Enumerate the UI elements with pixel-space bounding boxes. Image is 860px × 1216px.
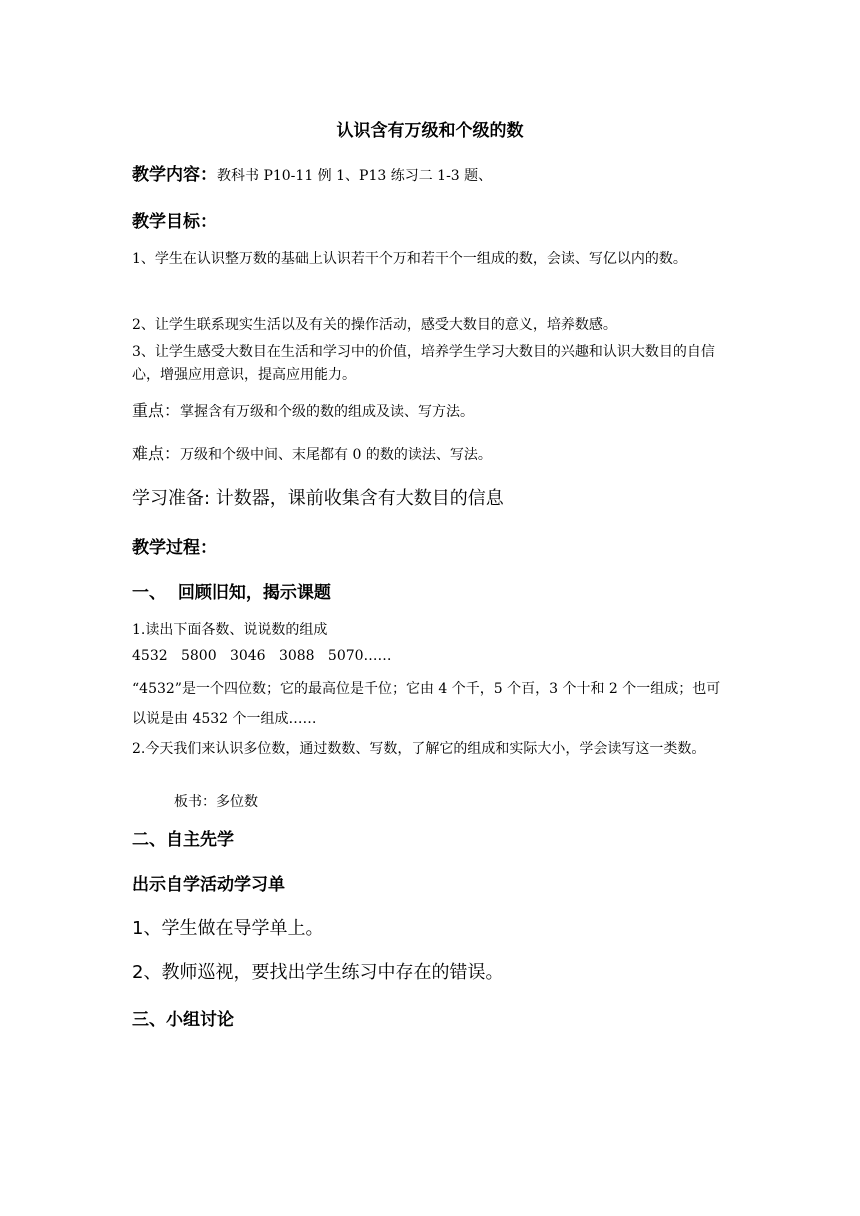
section-2-subheading: 出示自学活动学习单: [132, 875, 285, 895]
section-2-item-1: 1、学生做在导学单上。: [132, 918, 324, 939]
teaching-content-label: 教学内容：: [132, 165, 217, 185]
goal-item-1: 1、学生在认识整万数的基础上认识若干个万和若干个一组成的数，会读、写亿以内的数。: [132, 251, 687, 267]
section-1-numbers: 4532 5800 3046 3088 5070……: [132, 648, 392, 664]
difficult-point: [132, 441, 732, 464]
teaching-content: [132, 160, 732, 185]
section-1-heading: 一、 回顾旧知，揭示课题: [132, 583, 331, 603]
goal-item-3: 3、让学生感受大数目在生活和学习中的价值，培养学生学习大数目的兴趣和认识大数目的自信心，增强应用意识，提高应用能力。: [132, 344, 715, 383]
teaching-goals-heading: 教学目标：: [132, 212, 217, 232]
goal-item-2: 2、让学生联系现实生活以及有关的操作活动，感受大数目的意义，培养数感。: [132, 317, 617, 333]
difficult-point-text: 万级和个级中间、末尾都有 0 的数的读法、写法。: [180, 447, 492, 463]
learning-preparation: 学习准备: 计数器，课前收集含有大数目的信息: [132, 488, 504, 509]
teaching-process-heading: 教学过程：: [132, 538, 217, 558]
key-point: [132, 398, 732, 421]
section-3-heading: 三、小组讨论: [132, 1010, 234, 1030]
key-point-label: 重点：: [132, 401, 181, 420]
blackboard-note: 板书：多位数: [174, 794, 258, 810]
document-title: 认识含有万级和个级的数: [336, 121, 524, 141]
section-1-item-1: 1.读出下面各数、说说数的组成: [132, 622, 328, 638]
teaching-content-text: 教科书 P10-11 例 1、P13 练习二 1-3 题、: [217, 168, 493, 184]
key-point-text: 掌握含有万级和个级的数的组成及读、写方法。: [180, 404, 475, 420]
section-1-paragraph: “4532”是一个四位数；它的最高位是千位；它由 4 个千，5 个百，3 个十和 2 个一组成；也可以说是由 4532 个一组成……: [132, 681, 721, 727]
difficult-point-label: 难点：: [132, 444, 181, 463]
section-2-heading: 二、自主先学: [132, 830, 234, 850]
section-2-item-2: 2、教师巡视，要找出学生练习中存在的错误。: [132, 962, 504, 983]
section-1-item-2: 2.今天我们来认识多位数，通过数数、写数，了解它的组成和实际大小，学会读写这一类数。: [132, 741, 706, 757]
